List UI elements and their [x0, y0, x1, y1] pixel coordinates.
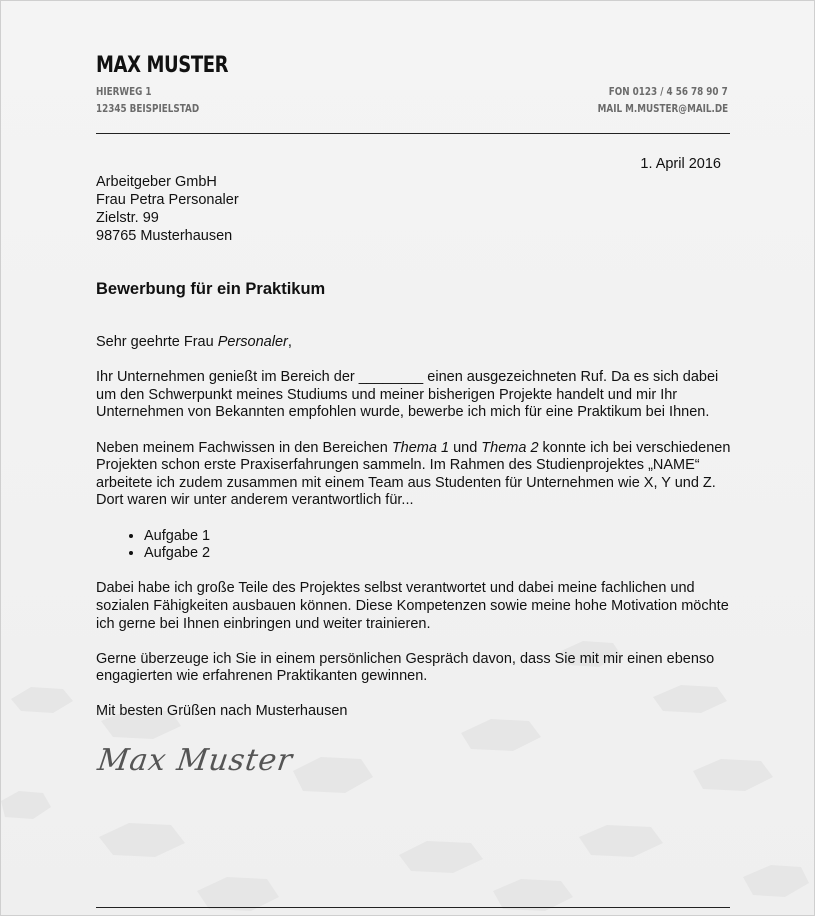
- topic-2: Thema 2: [481, 439, 539, 456]
- sender-street: HIERWEG 1: [96, 85, 152, 98]
- sender-name: MAX MUSTER: [96, 53, 229, 78]
- paragraph-experience-part3: konnte ich bei verschiedenen Projekten schon erste Praxiserfahrungen sammeln. Im Rahmen des Studienprojektes „NAME“ arbeitete ich zudem zusammen mit einem Team aus Studenten für Unternehmen wie X, Y und Z. Dort waren wir unter anderem verantwortlich für...: [96, 439, 731, 509]
- handwritten-signature: Max Muster: [95, 743, 296, 778]
- salutation: [96, 334, 736, 352]
- letter-date: 1. April 2016: [640, 156, 721, 172]
- paragraph-skills: Dabei habe ich große Teile des Projektes selbst verantwortet und dabei meine fachlichen und sozialen Fähigkeiten ausbauen können. Diese Kompetenzen sowie meine hohe Motivation möchte ich gerne bei Ihnen einbringen und weiter trainieren.: [96, 580, 729, 632]
- sender-email: MAIL M.MUSTER@MAIL.DE: [597, 102, 728, 115]
- letter-body: [96, 334, 736, 739]
- paragraph-intro: Ihr Unternehmen genießt im Bereich der ________ einen ausgezeichneten Ruf. Da es sich dabei um den Schwerpunkt meines Studiums und meiner bisherigen Projekte handelt und mir Ihr Unternehmen von Bekannten empfohlen wurde, bewerbe ich mich für eine Praktikum bei Ihnen.: [96, 369, 719, 421]
- recipient-city: 98765 Musterhausen: [96, 228, 233, 244]
- paragraph-experience-part2: und: [449, 439, 482, 456]
- sender-city: 12345 BEISPIELSTAD: [96, 102, 200, 115]
- topic-1: Thema 1: [391, 439, 450, 456]
- paragraph-interview: Gerne überzeuge ich Sie in einem persönlichen Gespräch davon, dass Sie mit mir einen ebenso engagierten wie erfahrenen Praktikanten gewinnen.: [96, 650, 715, 685]
- recipient-address: [96, 173, 239, 245]
- recipient-company: Arbeitgeber GmbH: [96, 174, 217, 190]
- footer-divider: [96, 907, 730, 908]
- list-item: • Aufgabe 1: [144, 528, 736, 546]
- recipient-person: Frau Petra Personaler: [96, 192, 239, 208]
- closing: Mit besten Grüßen nach Musterhausen: [96, 703, 348, 720]
- task-list: [96, 528, 736, 563]
- letter-subject: Bewerbung für ein Praktikum: [96, 280, 326, 298]
- paragraph-experience-part1: Neben meinem Fachwissen in den Bereichen: [96, 439, 392, 456]
- salutation-suffix: ,: [287, 334, 292, 350]
- header-divider: [96, 133, 730, 134]
- paragraph-experience: [96, 440, 736, 510]
- recipient-street: Zielstr. 99: [96, 210, 159, 226]
- list-item: • Aufgabe 2: [144, 545, 736, 563]
- salutation-prefix: Sehr geehrte Frau: [96, 334, 218, 350]
- salutation-name: Personaler: [217, 334, 288, 350]
- sender-phone: FON 0123 / 4 56 78 90 7: [609, 85, 728, 98]
